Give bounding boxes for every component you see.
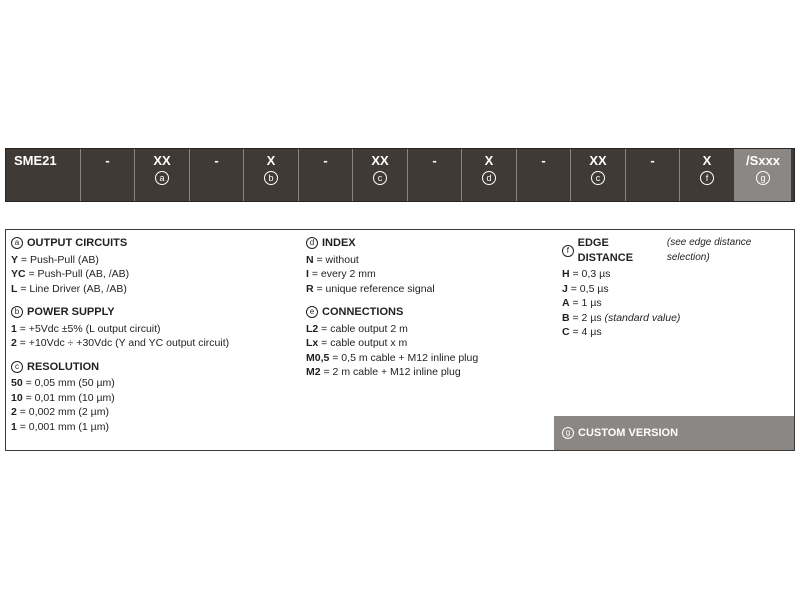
field-letter-badge: d (482, 171, 496, 185)
option-row: H = 0,3 µs (562, 268, 611, 280)
letter-circle-icon: f (562, 245, 574, 257)
letter-circle-icon: d (306, 237, 318, 249)
letter-circle-icon: b (11, 306, 23, 318)
separator-cell (81, 149, 135, 201)
letter-circle-icon: a (11, 237, 23, 249)
option-row: 10 = 0,01 mm (10 µm) (11, 391, 115, 404)
field-cell-f (680, 149, 735, 201)
section-heading (11, 236, 301, 251)
model-code: SME21 (14, 153, 57, 168)
section-power-supply (11, 305, 301, 351)
model-cell (6, 149, 81, 201)
section-heading (11, 305, 301, 320)
section-connections (306, 305, 556, 380)
field-letter-badge: c (591, 171, 605, 185)
field-cell-b (244, 149, 299, 201)
option-row: I = every 2 mm (306, 268, 376, 280)
option-row: M2 = 2 m cable + M12 inline plug (306, 366, 461, 378)
option-row: Lx = cable output x m (306, 337, 408, 349)
section-title: INDEX (322, 237, 356, 249)
field-code: XX (371, 153, 389, 168)
option-row: B = 2 µs (standard value) (562, 311, 681, 324)
option-row: 2 = 0,002 mm (2 µm) (11, 406, 109, 418)
option-row: J = 0,5 µs (562, 282, 609, 295)
option-row: YC = Push-Pull (AB, /AB) (11, 268, 130, 280)
field-code: X (484, 153, 494, 168)
field-cell-e (571, 149, 626, 201)
section-edge-distance (562, 236, 792, 340)
separator-cell (517, 149, 571, 201)
separator-dash: - (650, 153, 655, 168)
option-row: 2 = +10Vdc ÷ +30Vdc (Y and YC output circuit) (11, 337, 230, 349)
option-row: C = 4 µs (562, 326, 602, 338)
field-cell-g (735, 149, 791, 201)
section-note: (see edge distance selection) (666, 237, 752, 263)
option-row: Y = Push-Pull (AB) (11, 253, 99, 266)
section-heading (562, 236, 792, 265)
field-letter-badge: a (155, 171, 169, 185)
field-letter-badge: c (373, 171, 387, 185)
field-cell-a (135, 149, 190, 201)
order-code-strip (5, 148, 795, 202)
separator-cell (190, 149, 244, 201)
section-title: EDGE DISTANCE (577, 237, 634, 264)
legend-column-3 (562, 236, 792, 349)
option-row: R = unique reference signal (306, 282, 435, 295)
legend-column-1 (11, 236, 301, 443)
option-row: 50 = 0,05 mm (50 µm) (11, 377, 115, 389)
section-output-circuits (11, 236, 301, 296)
section-title: CUSTOM VERSION (578, 427, 679, 439)
letter-circle-icon: e (306, 306, 318, 318)
separator-dash: - (541, 153, 546, 168)
field-letter-badge: b (264, 171, 278, 185)
letter-circle-icon: g (562, 427, 574, 439)
field-letter-badge: g (756, 171, 770, 185)
section-title: OUTPUT CIRCUITS (27, 237, 128, 249)
letter-circle-icon: c (11, 361, 23, 373)
legend-column-2 (306, 236, 556, 389)
option-row: 1 = 0,001 mm (1 µm) (11, 420, 109, 433)
section-heading (306, 236, 556, 251)
separator-dash: - (214, 153, 219, 168)
section-heading (306, 305, 556, 320)
field-code: X (266, 153, 276, 168)
field-cell-d (462, 149, 517, 201)
field-code: XX (589, 153, 607, 168)
field-cell-c (353, 149, 408, 201)
section-title: CONNECTIONS (322, 306, 404, 318)
legend-box (5, 229, 795, 451)
field-code: X (702, 153, 712, 168)
separator-cell (626, 149, 680, 201)
separator-dash: - (105, 153, 110, 168)
option-row: N = without (306, 253, 359, 266)
option-row: L2 = cable output 2 m (306, 322, 408, 335)
section-index (306, 236, 556, 296)
separator-cell (299, 149, 353, 201)
field-code: XX (153, 153, 171, 168)
section-title: POWER SUPPLY (27, 306, 115, 318)
option-row: M0,5 = 0,5 m cable + M12 inline plug (306, 351, 479, 364)
section-resolution (11, 360, 301, 435)
field-code: /Sxxx (746, 153, 780, 168)
section-heading (11, 360, 301, 375)
field-letter-badge: f (700, 171, 714, 185)
option-row: 1 = +5Vdc ±5% (L output circuit) (11, 322, 161, 335)
custom-version-banner (554, 416, 794, 450)
option-row: A = 1 µs (562, 297, 602, 309)
separator-dash: - (323, 153, 328, 168)
option-row: L = Line Driver (AB, /AB) (11, 282, 127, 295)
separator-cell (408, 149, 462, 201)
section-title: RESOLUTION (27, 360, 100, 373)
separator-dash: - (432, 153, 437, 168)
